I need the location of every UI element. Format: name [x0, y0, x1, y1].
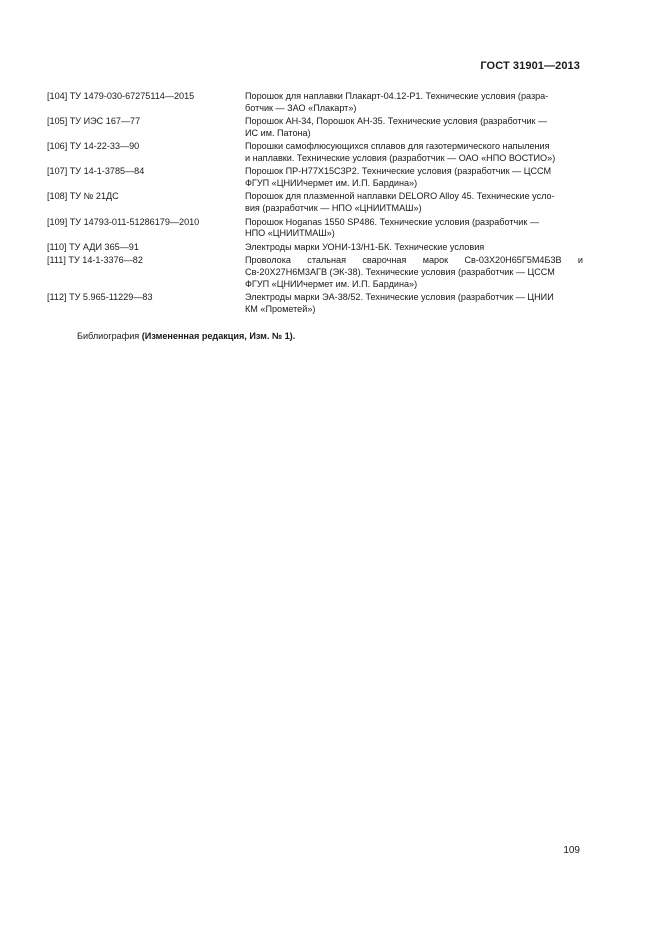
entry-description-line: Электроды марки УОНИ-13/Н1-БК. Технические условия — [245, 241, 485, 252]
bibliography-entry — [47, 91, 583, 115]
entry-description-line: Электроды марки ЭА-38/52. Технические условия (разработчик — ЦНИИ — [245, 291, 554, 302]
entry-reference: [106] ТУ 14-22-33—90 — [47, 141, 140, 152]
entry-description-line: ФГУП «ЦНИИчермет им. И.П. Бардина») — [245, 278, 418, 289]
bibliography-entry — [47, 292, 583, 316]
entry-description-line: и наплавки. Технические условия (разработчик — ОАО «НПО ВОСТИО») — [245, 153, 556, 164]
entry-description-line: НПО «ЦНИИТМАШ») — [245, 228, 335, 239]
entry-reference: [110] ТУ АДИ 365—91 — [47, 241, 139, 252]
entry-description-line: Порошок Hoganas 1550 SP486. Технические условия (разработчик — — [245, 216, 539, 227]
entry-description-line: Порошки самофлюсующихся сплавов для газотермического напыления — [245, 141, 550, 152]
entry-description-line: Проволока стальная сварочная марок Св-03Х20Н65Г5М4Б3В и — [245, 254, 583, 265]
entry-description-line: ботчик — ЗАО «Плакарт») — [245, 102, 357, 113]
entry-reference: [104] ТУ 1479-030-67275114—2015 — [47, 91, 195, 101]
entry-description-line: Порошок для наплавки Плакарт-04.12-Р1. Технические условия (разра- — [245, 91, 549, 101]
entry-description — [245, 116, 583, 140]
page-header-standard: ГОСТ 31901—2013 — [480, 60, 580, 72]
entry-reference: [108] ТУ № 21ДС — [47, 191, 119, 202]
bibliography-entry — [47, 141, 583, 165]
entry-reference: [105] ТУ ИЭС 167—77 — [47, 116, 141, 127]
entry-description — [245, 91, 583, 115]
entry-description — [245, 191, 583, 215]
entry-description-line: вия (разработчик — НПО «ЦНИИТМАШ») — [245, 203, 422, 214]
amendment-note-prefix: Библиография — [77, 331, 142, 341]
bibliography-entry — [47, 191, 583, 215]
entry-description-line: Св-20Х27Н6М3АГВ (ЭК-38). Технические условия (разработчик — ЦССМ — [245, 266, 555, 277]
entry-description-line: ИС им. Патона) — [245, 128, 311, 139]
entry-description-line: Порошок ПР-Н77Х15С3Р2. Технические условия (разработчик — ЦССМ — [245, 166, 552, 177]
entry-description-line: ФГУП «ЦНИИчермет им. И.П. Бардина») — [245, 178, 418, 189]
entry-reference: [111] ТУ 14-1-3376—82 — [47, 254, 143, 265]
entry-reference: [112] ТУ 5.965-11229—83 — [47, 291, 153, 302]
page-number: 109 — [563, 845, 580, 856]
entry-description — [245, 217, 583, 241]
bibliography-list — [47, 91, 583, 317]
bibliography-entry — [47, 242, 583, 254]
entry-description — [245, 292, 583, 316]
entry-description-line: КМ «Прометей») — [245, 303, 316, 314]
entry-description — [245, 242, 583, 254]
entry-description — [245, 141, 583, 165]
bibliography-entry — [47, 255, 583, 291]
entry-reference: [107] ТУ 14-1-3785—84 — [47, 166, 145, 177]
bibliography-entry — [47, 217, 583, 241]
entry-description-line: Порошок АН-34, Порошок АН-35. Технические условия (разработчик — — [245, 116, 548, 127]
bibliography-entry — [47, 116, 583, 140]
entry-description — [245, 166, 583, 190]
amendment-note-bold: (Измененная редакция, Изм. № 1). — [141, 331, 296, 341]
entry-description — [245, 255, 583, 291]
amendment-note — [77, 331, 295, 341]
entry-description-line: Порошок для плазменной наплавки DELORO Alloy 45. Технические усло- — [245, 191, 555, 202]
entry-reference: [109] ТУ 14793-011-51286179—2010 — [47, 216, 200, 227]
bibliography-entry — [47, 166, 583, 190]
